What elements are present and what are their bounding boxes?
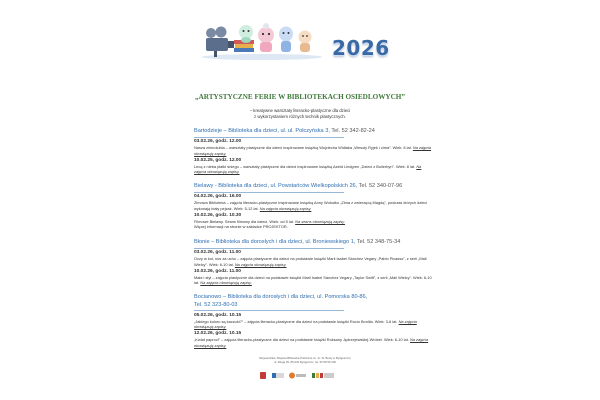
footer xyxy=(225,357,385,365)
footer-line: Wojewódzka i Miejska Biblioteka Publiczna im. dr. W. Bełzy w Bydgoszczy xyxy=(259,356,351,360)
character-pink-icon xyxy=(258,23,274,52)
hero-illustration xyxy=(200,18,325,60)
registration-note[interactable]: Na zajęcia obowiązują zapisy. xyxy=(200,280,252,286)
section-bielawy xyxy=(194,183,434,230)
event-date: 12.02.26, godz. 10.15 xyxy=(194,331,242,337)
library-address: Błonie – Biblioteka dla dorosłych i dla dzieci, ul. Broniewskiego 1, xyxy=(194,239,356,245)
registration-note[interactable]: Na zajęcia obowiązują zapisy. xyxy=(194,337,429,348)
registration-note[interactable]: Na zajęcia obowiązują zapisy. xyxy=(234,261,287,267)
divider xyxy=(194,248,344,249)
event-description: Zimowa Biblioteka – zajęcia literacko-plastyczne inspirowane książką Anny Wołodko „Zima z zwierzęcą Magdą”, podczas których dzieci wykonają biały pejzaż. Wiek: 5-12 lat. Na zajęcia obowiązują zapisy. xyxy=(194,200,428,211)
library-address: Bielawy - Biblioteka dla dzieci, ul. Powstańców Wielkopolskich 26, xyxy=(194,183,358,189)
registration-note[interactable]: Na zajęcia obowiązują zapisy. xyxy=(194,318,417,330)
event-date: 10.02.25, godz. 12.00 xyxy=(194,157,242,163)
event-date: 10.02.26, godz. 10.30 xyxy=(194,212,242,218)
event-date: 04.02.26, godz. 16.00 xyxy=(194,194,242,200)
event-description: Filmowe Bielawy. Seans filmowy dla dzieci. Wiek: od 5 lat. Na seans obowiązują zapisy. xyxy=(194,218,346,224)
section-heading xyxy=(194,128,434,136)
film-camera-icon xyxy=(206,27,234,58)
library-address: Bocianowo – Biblioteka dla dorosłych i dla dzieci, ul. Pomorska 80-86, xyxy=(194,294,368,300)
event-description: „Kwiat paproci” – zajęcia literacko-plastyczne dla dzieci na podstawie książki Roksany Jędrzejewskiej-Wróbel. Wiek: 6-10 lat. Na zajęcia obowiązują zapisy. xyxy=(194,337,429,348)
event-extra-info: Więcej informacji na stronie w zakładce PROJEKTOR. xyxy=(194,224,288,230)
character-peach-icon xyxy=(299,31,312,53)
section-heading xyxy=(194,183,434,191)
library-phone: Tel. 52 348-75-34 xyxy=(355,239,401,245)
character-blue-icon xyxy=(279,27,293,53)
library-phone: Tel. 52 323-80-03 xyxy=(194,301,238,308)
year-label: 2026 xyxy=(332,36,390,60)
footer-line: ul. Długa 39, 85-034 Bydgoszcz, tel. 52 58 59 200 xyxy=(274,359,336,364)
section-heading xyxy=(194,239,434,247)
event-description: Mała i styl – zajęcia plastyczne dla dzieci na podstawie książki Marii Isabel Sánchez Vegary „Taylor Swift”, z serii „Mali Wielcy”. Wiek: 6-10 lat. Na zajęcia obowiązują zapisy. xyxy=(194,274,432,286)
section-bartodzieje xyxy=(194,128,434,175)
event-date: 10.02.26, godz. 11.00 xyxy=(194,268,241,274)
event-date: 03.02.26, godz. 12.00 xyxy=(194,139,242,145)
event-description: Oczy w koł, nos za ucho – zajęcia plastyczne dla dzieci na podstawie książki Marii Isabel Sánchez Vegary „Pablo Picasso”, z serii „Mali Wielcy”. Wiek: 6-10 lat. Na zajęcia obowiązują zapisy. xyxy=(194,256,427,267)
registration-note[interactable]: Na zajęcia obowiązują zapisy. xyxy=(194,145,432,156)
divider xyxy=(194,137,344,138)
partner-logo-icon xyxy=(312,373,334,378)
event-description: Nasza zimnolubia – warsztaty plastyczne dla dzieci inspirowane książką Wojciecha Widłaka „Wesoły Ryjek i zima”. Wiek: 8 lat. Na zajęcia obowiązują zapisy. xyxy=(194,145,432,156)
section-bocianowo xyxy=(194,294,434,348)
poster xyxy=(150,0,450,400)
event-description: „Jakiego koloru są kaczuki?” – zajęcia literacko-plastyczne dla dzieci na podstawie książki Rocio Bonilla. Wiek: 3-6 lat. Na zajęcia obowiązują zapisy. xyxy=(194,318,417,330)
event-description: Lecą z nieba płatki śniegu – warsztaty plastyczne dla dzieci inspirowane książką Astrid Lindgren „Dzieci z Bullerbyn”. Wiek: 8 lat. Na zajęcia obowiązują zapisy. xyxy=(194,163,422,175)
registration-note[interactable]: Na zajęcia obowiązują zapisy. xyxy=(194,163,422,175)
library-address: Bartodzieje – Biblioteka dla dzieci, ul. ul. Połczyńska 3, xyxy=(194,128,330,134)
subtitle-line: – kreatywne warsztaty literacko-plastyczne dla dzieci xyxy=(249,108,351,113)
section-heading xyxy=(194,294,434,309)
event-date: 03.02.26, godz. 11.00 xyxy=(194,250,241,256)
page-title: „ARTYSTYCZNE FERIE W BIBLIOTEKACH OSIEDLOWYCH” xyxy=(195,93,405,101)
subtitle-line: z wykorzystaniem różnych technik plastycznych. xyxy=(254,114,346,119)
sponsor-logos xyxy=(258,370,338,380)
character-mint-icon xyxy=(239,25,253,43)
program-logo-icon xyxy=(289,373,306,379)
divider xyxy=(194,310,344,311)
registration-note[interactable]: Na zajęcia obowiązują zapisy. xyxy=(259,205,312,211)
registration-note[interactable]: Na seans obowiązują zapisy. xyxy=(295,218,346,224)
page-subtitle xyxy=(150,108,450,120)
event-date: 05.02.26, godz. 10.15 xyxy=(194,312,242,318)
library-phone: Tel. 52 342-82-24 xyxy=(329,128,375,134)
library-logo-icon xyxy=(272,373,284,378)
section-blonie xyxy=(194,239,434,286)
city-crest-icon xyxy=(260,372,266,379)
library-phone: Tel. 52 340-07-96 xyxy=(357,183,403,189)
divider xyxy=(194,192,344,193)
